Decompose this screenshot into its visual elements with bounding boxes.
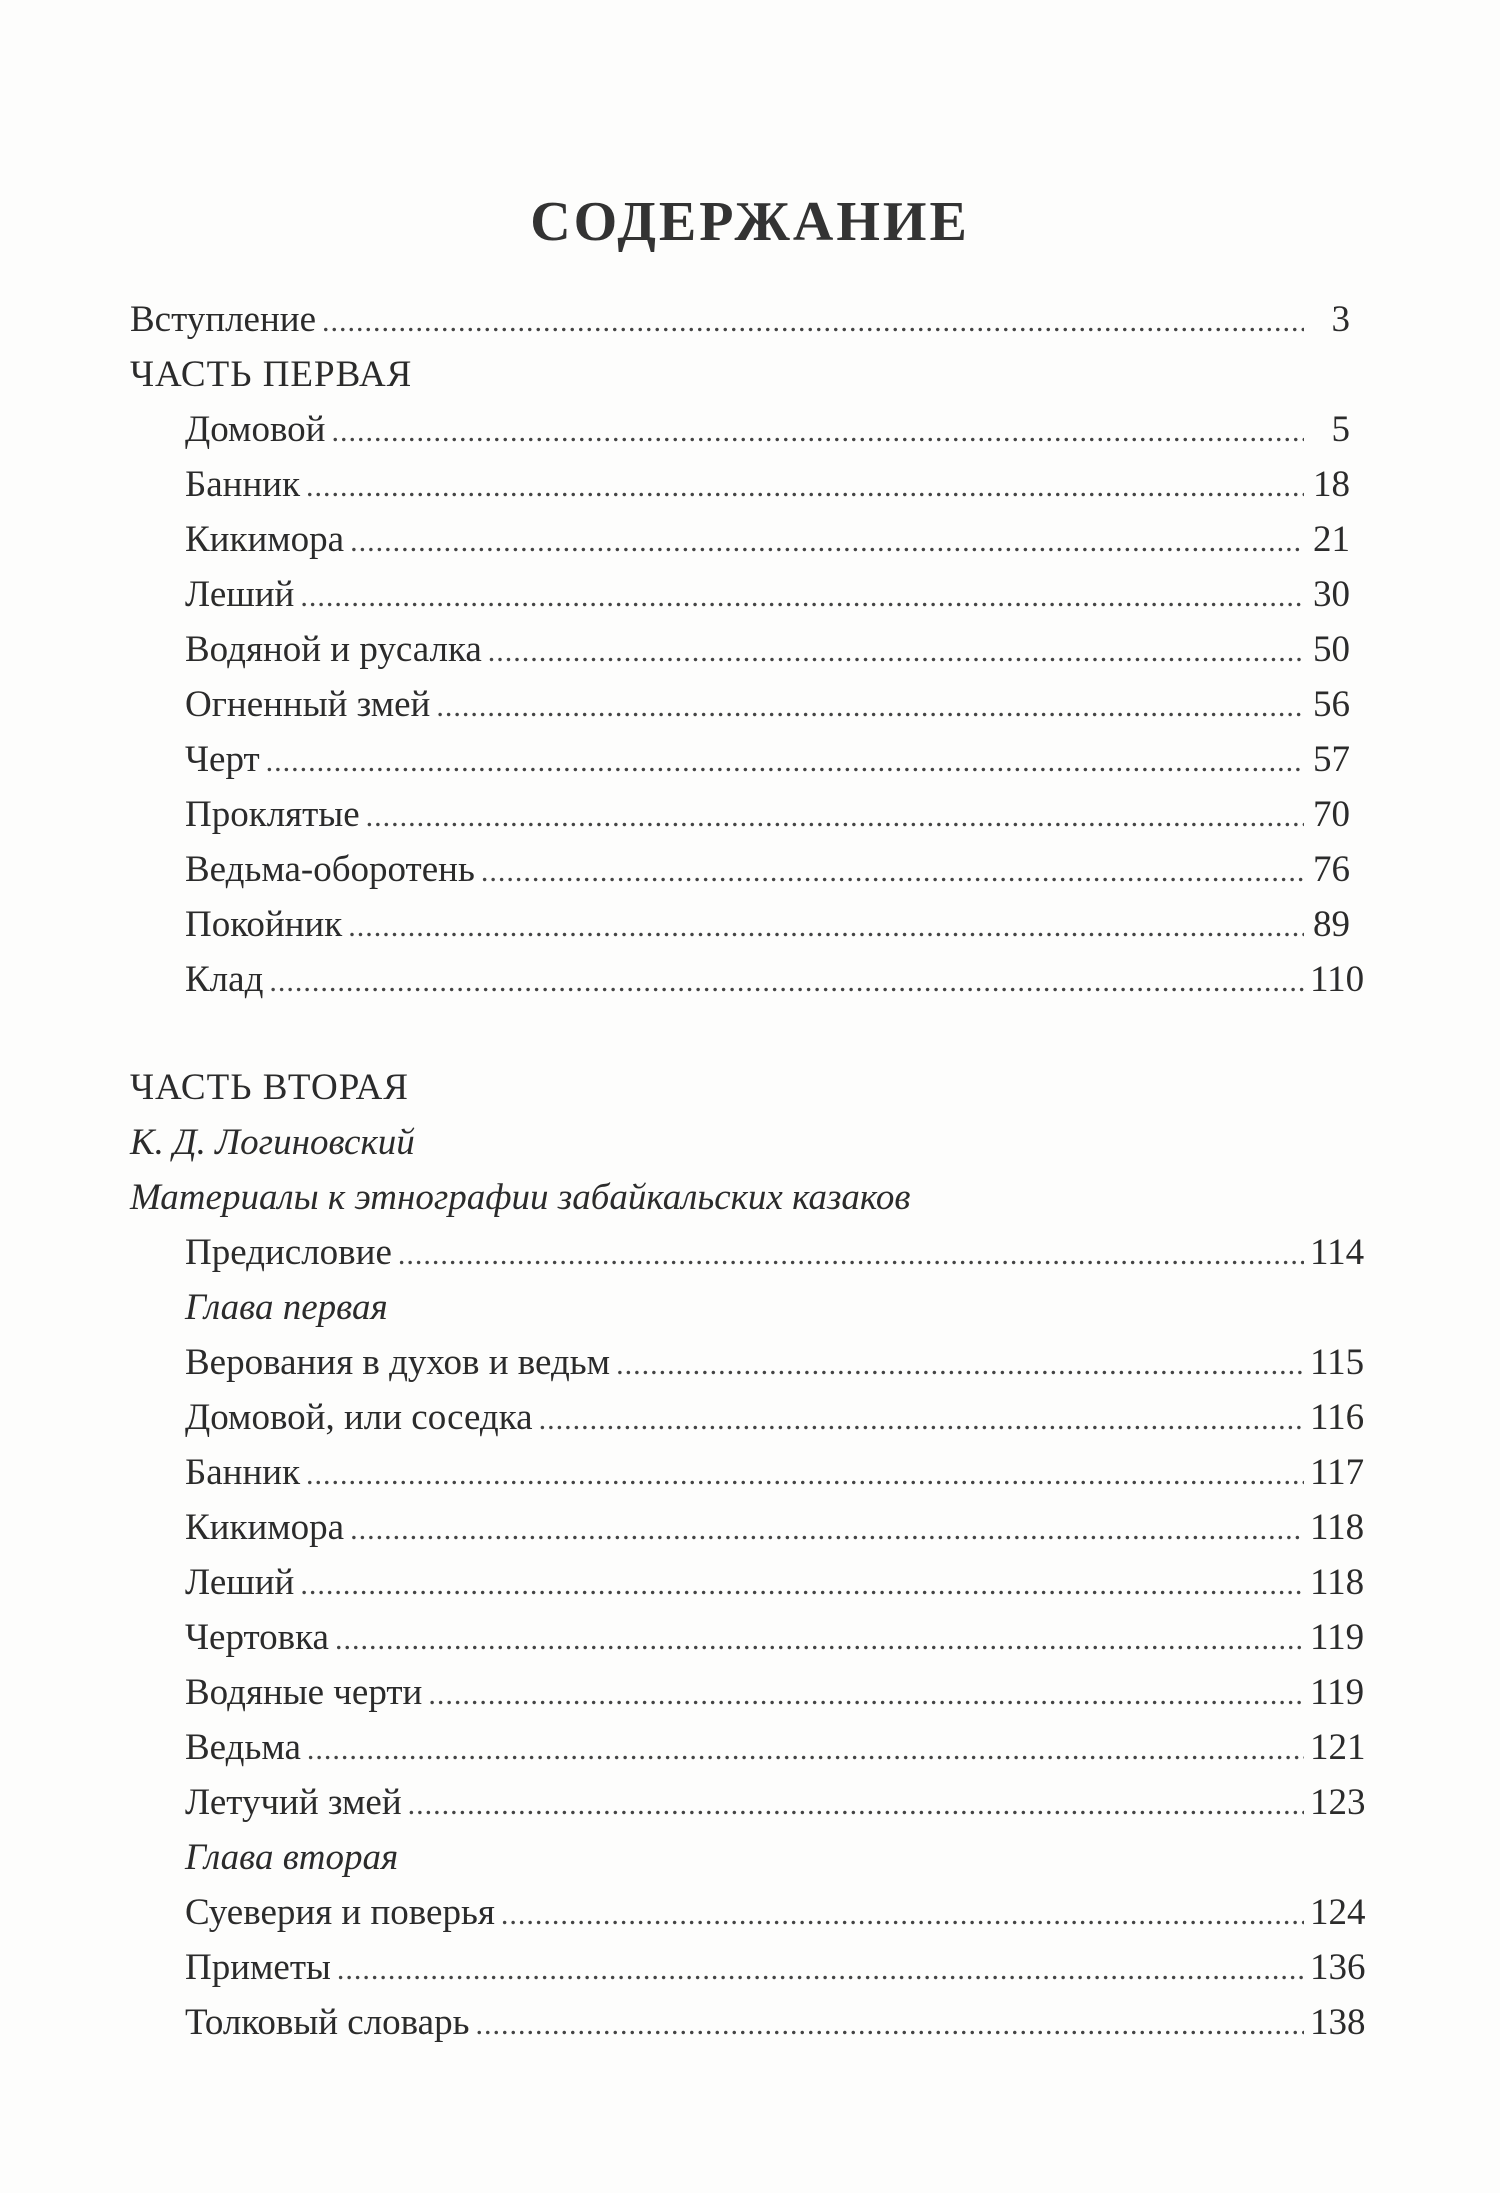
toc-entry — [130, 1995, 1366, 2050]
page-number: 123 — [1310, 1782, 1366, 1823]
toc-entry — [130, 1720, 1366, 1775]
entry-title: Домовой — [185, 409, 326, 450]
dot-leader — [322, 294, 1304, 349]
toc-entry — [130, 1445, 1365, 1500]
dot-leader — [488, 624, 1304, 679]
entry-title: К. Д. Логиновский — [130, 1122, 415, 1163]
dot-leader — [398, 1227, 1304, 1282]
entry-title: Ведьма-оборотень — [185, 849, 475, 890]
page-number: 136 — [1310, 1947, 1366, 1988]
entry-title: Покойник — [185, 904, 343, 945]
toc-entry — [130, 952, 1365, 1007]
toc-entry — [130, 512, 1350, 567]
page-number: 70 — [1313, 794, 1350, 835]
toc-entry — [130, 292, 1350, 347]
dot-leader — [366, 789, 1304, 844]
entry-title: Леший — [185, 1562, 295, 1603]
page-number: 121 — [1310, 1727, 1366, 1768]
entry-title: Ведьма — [185, 1727, 301, 1768]
toc-entry — [130, 1555, 1365, 1610]
dot-leader — [428, 1667, 1304, 1722]
page-title: СОДЕРЖАНИЕ — [530, 191, 970, 253]
entry-title: Проклятые — [185, 794, 360, 835]
entry-title: Летучий змей — [185, 1782, 402, 1823]
toc-entry — [130, 1610, 1365, 1665]
page-number: 56 — [1313, 684, 1350, 725]
entry-title: Кикимора — [185, 519, 345, 560]
section-heading — [130, 1115, 1350, 1170]
dot-leader — [331, 404, 1304, 459]
page-number: 30 — [1313, 574, 1350, 615]
dot-leader — [306, 459, 1304, 514]
dot-leader — [348, 899, 1304, 954]
toc-entry — [130, 1940, 1366, 1995]
toc-entry — [130, 1335, 1365, 1390]
entry-title: Леший — [185, 574, 295, 615]
toc-entry — [130, 457, 1350, 512]
page-number: 50 — [1313, 629, 1350, 670]
page-number: 18 — [1313, 464, 1350, 505]
dot-leader — [266, 734, 1304, 789]
page-number: 3 — [1331, 299, 1350, 340]
entry-title: Водяные черти — [185, 1672, 423, 1713]
entry-title: Водяной и русалка — [185, 629, 482, 670]
dot-leader — [501, 1887, 1304, 1942]
dot-leader — [481, 844, 1304, 899]
toc-entry — [130, 787, 1350, 842]
page-number: 114 — [1310, 1232, 1365, 1273]
dot-leader — [350, 514, 1304, 569]
dot-leader — [350, 1502, 1304, 1557]
entry-title: Вступление — [130, 299, 316, 340]
page-number: 76 — [1313, 849, 1350, 890]
toc-entry — [130, 1885, 1366, 1940]
toc-entry — [130, 1665, 1365, 1720]
page-number: 110 — [1310, 959, 1365, 1000]
toc-entry — [130, 1390, 1365, 1445]
entry-title: Толковый словарь — [185, 2002, 470, 2043]
toc-entry — [130, 842, 1350, 897]
entry-title: Предисловие — [185, 1232, 392, 1273]
entry-title: Чертовка — [185, 1617, 329, 1658]
page-number: 119 — [1310, 1617, 1365, 1658]
entry-title: Глава вторая — [185, 1837, 399, 1878]
part-heading — [130, 347, 1350, 402]
entry-title: ЧАСТЬ ПЕРВАЯ — [130, 354, 413, 395]
entry-title: Материалы к этнографии забайкальских казаков — [130, 1177, 911, 1218]
entry-title: Банник — [185, 464, 301, 505]
entry-title: Приметы — [185, 1947, 331, 1988]
page-number: 119 — [1310, 1672, 1365, 1713]
toc-entry — [130, 1225, 1365, 1280]
dot-leader — [616, 1337, 1304, 1392]
page-number: 124 — [1310, 1892, 1366, 1933]
page-number: 118 — [1310, 1562, 1365, 1603]
section-heading — [130, 1830, 1350, 1885]
page-number: 115 — [1310, 1342, 1365, 1383]
dot-leader — [539, 1392, 1304, 1447]
dot-leader — [300, 569, 1304, 624]
toc-entry — [130, 567, 1350, 622]
page-number: 138 — [1310, 2002, 1366, 2043]
entry-title: Банник — [185, 1452, 301, 1493]
page-number: 21 — [1313, 519, 1350, 560]
dot-leader — [335, 1612, 1304, 1667]
entry-title: Кикимора — [185, 1507, 345, 1548]
dot-leader — [408, 1777, 1304, 1832]
toc-entry — [130, 1500, 1365, 1555]
page-number: 117 — [1310, 1452, 1365, 1493]
entry-title: Домовой, или соседка — [185, 1397, 533, 1438]
entry-title: Черт — [185, 739, 260, 780]
dot-leader — [300, 1557, 1304, 1612]
toc-entry — [130, 402, 1350, 457]
dot-leader — [307, 1722, 1304, 1777]
page-number: 89 — [1313, 904, 1350, 945]
entry-title: Глава первая — [185, 1287, 388, 1328]
dot-leader — [337, 1942, 1304, 1997]
dot-leader — [475, 1997, 1304, 2052]
page-number: 5 — [1331, 409, 1350, 450]
entry-title: Огненный змей — [185, 684, 431, 725]
dot-leader — [436, 679, 1304, 734]
dot-leader — [306, 1447, 1304, 1502]
toc-entry — [130, 732, 1350, 787]
page-number: 118 — [1310, 1507, 1365, 1548]
entry-title: ЧАСТЬ ВТОРАЯ — [130, 1067, 409, 1108]
toc-entry — [130, 1775, 1366, 1830]
section-heading — [130, 1280, 1350, 1335]
toc-entry — [130, 677, 1350, 732]
table-of-contents — [130, 292, 1366, 2050]
page-number: 116 — [1310, 1397, 1365, 1438]
toc-entry — [130, 897, 1350, 952]
toc-entry — [130, 622, 1350, 677]
part-heading — [130, 1060, 1350, 1115]
entry-title: Суеверия и поверья — [185, 1892, 495, 1933]
entry-title: Клад — [185, 959, 264, 1000]
section-heading — [130, 1170, 1350, 1225]
entry-title: Верования в духов и ведьм — [185, 1342, 611, 1383]
dot-leader — [269, 954, 1304, 1009]
page-number: 57 — [1313, 739, 1350, 780]
